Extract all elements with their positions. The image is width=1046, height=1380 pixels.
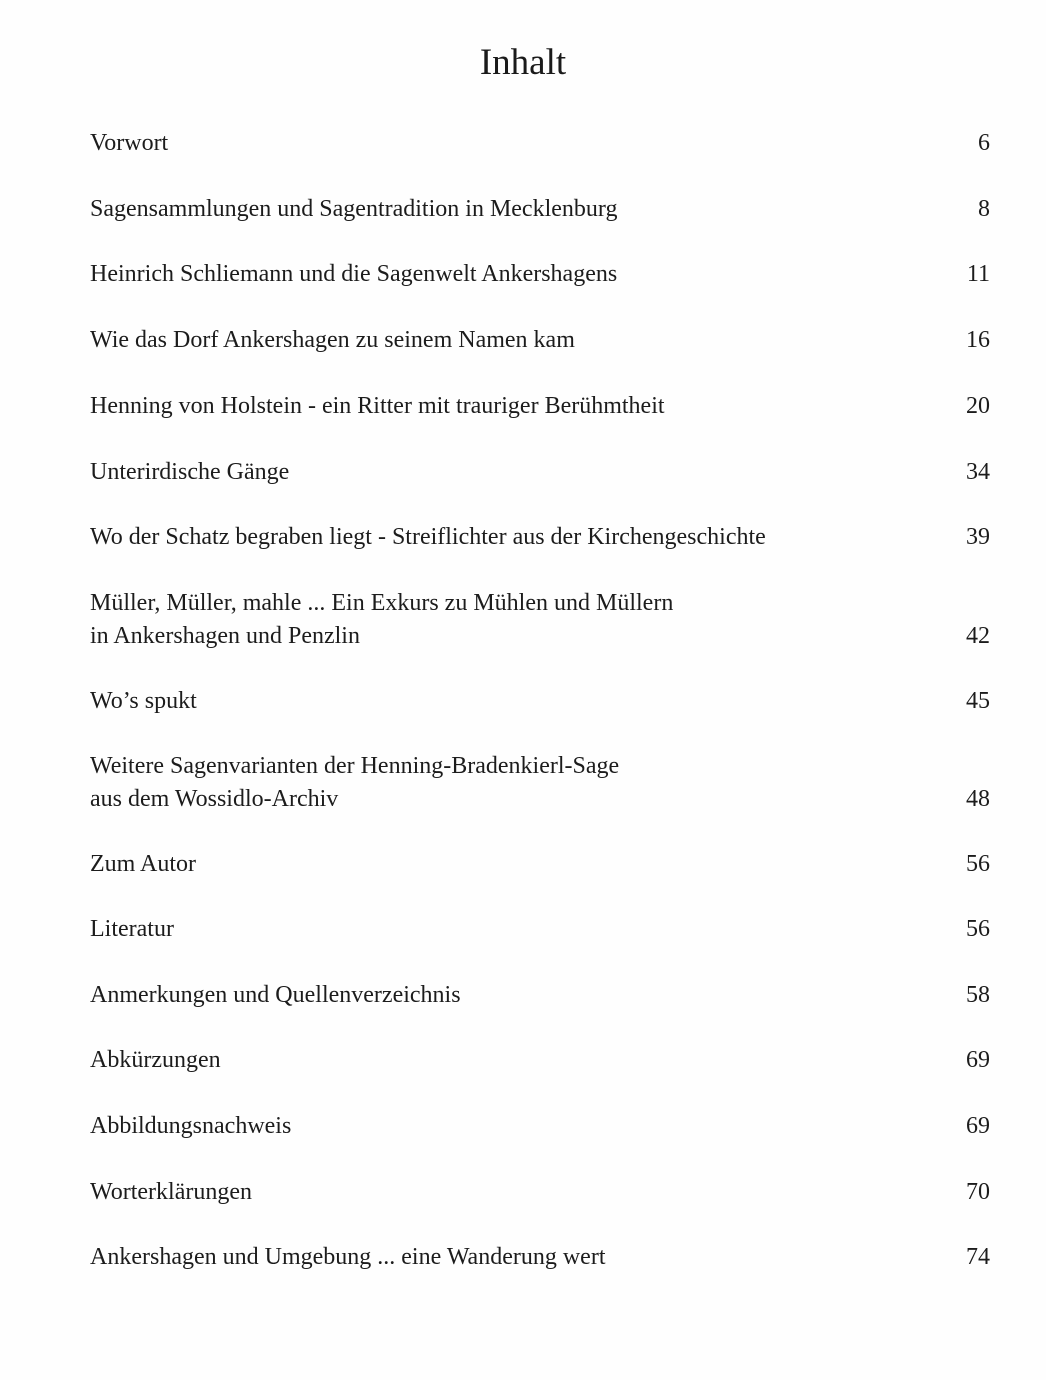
toc-entry-title (90, 1110, 930, 1143)
toc-entry-page: 45 (966, 688, 990, 714)
toc-entry-page: 48 (966, 786, 990, 812)
toc-entry-title (90, 521, 930, 554)
toc-entry-title (90, 456, 930, 489)
toc-entry (90, 1044, 990, 1077)
toc-entry-page: 8 (978, 196, 990, 222)
toc-entry-page: 39 (966, 524, 990, 550)
toc-entry-page: 11 (966, 261, 990, 287)
toc-entry-page: 6 (978, 130, 990, 156)
toc-entry (90, 1110, 990, 1143)
toc-entry-page: 69 (966, 1113, 990, 1139)
toc-entry (90, 979, 990, 1012)
toc-entry-line: Wo der Schatz begraben liegt - Streiflichter aus der Kirchengeschichte (90, 524, 766, 550)
toc-entry (90, 913, 990, 946)
toc-entry-title (90, 848, 930, 881)
toc-entry-page: 42 (966, 623, 990, 649)
toc-entry-title (90, 587, 930, 653)
toc-entry-title (90, 1176, 930, 1209)
toc-entry-title (90, 193, 930, 226)
toc-entry-title (90, 750, 930, 816)
toc-entry-line: Weitere Sagenvarianten der Henning-Bradenkierl-Sage (90, 753, 620, 779)
toc-entry-line: Vorwort (90, 130, 169, 156)
toc-entry-line: in Ankershagen und Penzlin (90, 623, 360, 649)
toc-entry (90, 456, 990, 489)
toc-entry-page: 70 (966, 1179, 990, 1205)
toc-entry (90, 521, 990, 554)
toc-entry-line: Literatur (90, 916, 174, 942)
page-title: Inhalt (479, 42, 567, 83)
toc-entry-page: 20 (966, 393, 990, 419)
toc-entry-title (90, 127, 930, 160)
toc-entry-title (90, 1241, 930, 1274)
toc-entry-title (90, 685, 930, 718)
toc-entry (90, 390, 990, 423)
toc-entry (90, 685, 990, 718)
toc-entry (90, 1176, 990, 1209)
toc-entry-line: Unterirdische Gänge (90, 459, 290, 485)
toc-entry-page: 58 (966, 982, 990, 1008)
toc-entry (90, 587, 990, 653)
toc-entry-line: Abkürzungen (90, 1047, 221, 1073)
toc-entry-title (90, 913, 930, 946)
toc-entry-page: 34 (966, 459, 990, 485)
toc-entry-line: Wie das Dorf Ankershagen zu seinem Namen kam (90, 327, 575, 353)
toc-entry-line: Abbildungsnachweis (90, 1113, 292, 1139)
toc-entry-title (90, 1044, 930, 1077)
toc-entry-page: 56 (966, 916, 990, 942)
toc-entry-line: Sagensammlungen und Sagentradition in Mecklenburg (90, 196, 618, 222)
toc-entry (90, 324, 990, 357)
toc-entry-line: Worterklärungen (90, 1179, 252, 1205)
toc-entry-page: 16 (966, 327, 990, 353)
toc-entry-title (90, 324, 930, 357)
toc-entry-line: aus dem Wossidlo-Archiv (90, 786, 339, 812)
toc-entry (90, 193, 990, 226)
toc-entry-title (90, 390, 930, 423)
toc-entry-line: Ankershagen und Umgebung ... eine Wanderung wert (90, 1244, 606, 1270)
toc-entry-page: 69 (966, 1047, 990, 1073)
toc-entry-line: Müller, Müller, mahle ... Ein Exkurs zu Mühlen und Müllern (90, 590, 674, 616)
toc-entry-line: Henning von Holstein - ein Ritter mit trauriger Berühmtheit (90, 393, 665, 419)
toc-entry (90, 127, 990, 160)
toc-entry (90, 750, 990, 816)
toc-entry (90, 848, 990, 881)
toc-entry-line: Anmerkungen und Quellenverzeichnis (90, 982, 461, 1008)
toc-entry-line: Wo’s spukt (90, 688, 197, 714)
toc-entry (90, 258, 990, 291)
toc-entry-line: Heinrich Schliemann und die Sagenwelt Ankershagens (90, 261, 618, 287)
toc-entry-page: 56 (966, 851, 990, 877)
toc-entry-title (90, 258, 930, 291)
toc-entry-page: 74 (966, 1244, 990, 1270)
toc-entry-line: Zum Autor (90, 851, 196, 877)
toc-entry-title (90, 979, 930, 1012)
toc-entry (90, 1241, 990, 1274)
